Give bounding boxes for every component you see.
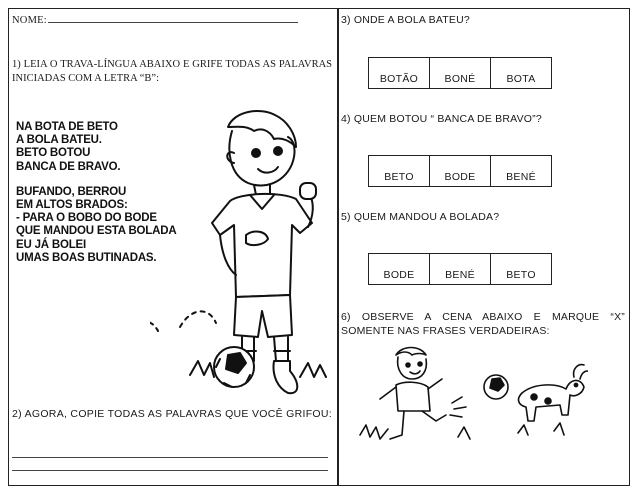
poem-line: NA BOTA DE BETO [16,121,118,133]
question-5-options [368,253,552,285]
poem-line: QUE MANDOU ESTA BOLADA [16,225,177,238]
boy-kicking-ball-at-goat-illustration [358,345,588,445]
option-bene[interactable]: BENÉ [429,254,490,284]
option-bota[interactable]: BOTA [490,58,551,88]
poem-line: UMAS BOAS BUTINADAS. [16,251,157,264]
question-4-options [368,155,552,187]
question-5: 5) QUEM MANDOU A BOLADA? [341,211,500,223]
poem-line: BANCA DE BRAVO. [16,160,121,173]
poem-line: A BOLA BATEU. [16,134,102,147]
poem-line: EU JÁ BOLEI [16,238,87,251]
boy-with-ball-illustration [150,105,335,405]
option-bode[interactable]: BODE [429,156,490,186]
option-bene[interactable]: BENÉ [490,156,551,186]
option-bone[interactable]: BONÉ [429,58,490,88]
option-bode[interactable]: BODE [383,269,415,281]
option-botao[interactable]: BOTÃO [379,73,419,85]
name-label: NOME: [12,15,47,26]
answer-line-2[interactable] [12,470,328,471]
poem-line: BUFANDO, BERROU [16,185,127,198]
name-field[interactable] [12,13,298,26]
question-4: 4) QUEM BOTOU “ BANCA DE BRAVO”? [341,113,542,125]
column-divider [337,9,339,485]
poem-line: BETO BOTOU [16,147,91,160]
question-1: 1) LEIA O TRAVA-LÍNGUA ABAIXO E GRIFE TODAS AS PALAVRAS INICIADAS COM A LETRA “B”: [12,59,332,84]
question-3: 3) ONDE A BOLA BATEU? [341,14,470,26]
option-beto[interactable]: BETO [384,171,414,183]
name-line[interactable] [48,13,298,23]
option-beto[interactable]: BETO [490,254,551,284]
question-2: 2) AGORA, COPIE TODAS AS PALAVRAS QUE VOCÊ GRIFOU: [12,408,332,420]
poem-line: EM ALTOS BRADOS: [16,199,128,212]
question-6: 6) OBSERVE A CENA ABAIXO E MARQUE “X” SOMENTE NAS FRASES VERDADEIRAS: [341,311,625,337]
poem-line: - PARA O BOBO DO BODE [16,212,157,225]
question-3-options [368,57,552,89]
answer-line-1[interactable] [12,457,328,458]
